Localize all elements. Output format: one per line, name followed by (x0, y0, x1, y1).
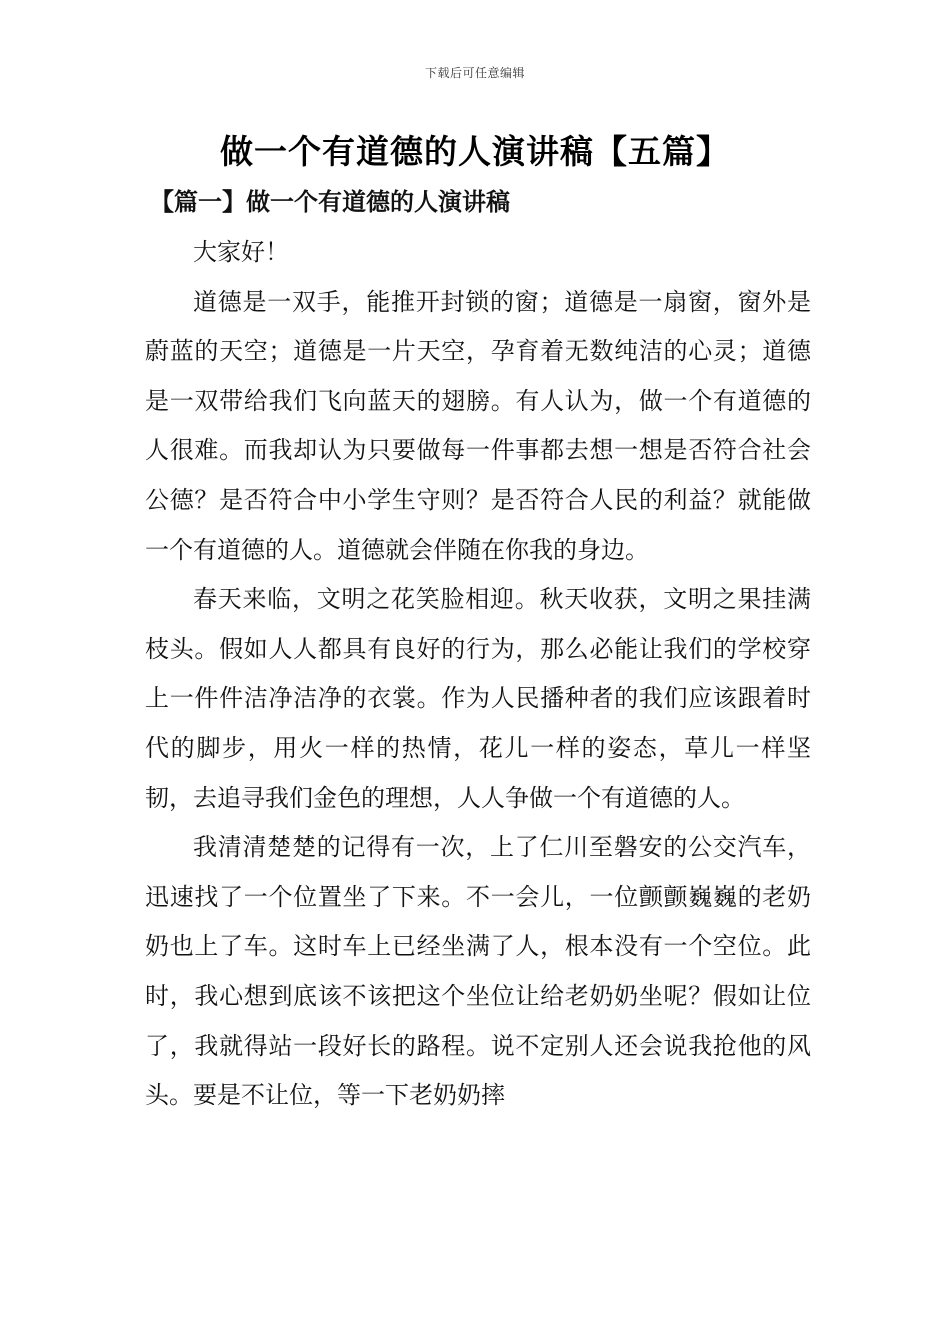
paragraph-2: 春天来临，文明之花笑脸相迎。秋天收获，文明之果挂满枝头。假如人人都具有良好的行为，那么必能让我们的学校穿上一件件洁净洁净的衣裳。作为人民播种者的我们应该跟着时代的脚步，用火一样的热情，花儿一样的姿态，草儿一样坚韧，去追寻我们金色的理想，人人争做一个有道德的人。 (145, 585, 811, 812)
body-text (145, 228, 811, 1121)
paragraph-1: 道德是一双手，能推开封锁的窗；道德是一扇窗，窗外是蔚蓝的天空；道德是一片天空，孕育着无数纯洁的心灵；道德是一双带给我们飞向蓝天的翅膀。有人认为，做一个有道德的人很难。而我却认为只要做每一件事都去想一想是否符合社会公德？是否符合中小学生守则？是否符合人民的利益？就能做一个有道德的人。道德就会伴随在你我的身边。 (145, 287, 811, 564)
paragraph-3: 我清清楚楚的记得有一次，上了仁川至磐安的公交汽车，迅速找了一个位置坐了下来。不一会儿，一位颤颤巍巍的老奶奶也上了车。这时车上已经坐满了人，根本没有一个空位。此时，我心想到底该不该把这个坐位让给老奶奶坐呢？假如让位了，我就得站一段好长的路程。说不定别人还会说我抢他的风头。要是不让位，等一下老奶奶摔 (145, 833, 811, 1110)
section-title: 【篇一】做一个有道德的人演讲稿 (150, 187, 510, 216)
document-title: 做一个有道德的人演讲稿【五篇】 (220, 132, 730, 171)
greeting-paragraph: 大家好！ (193, 238, 289, 266)
header-note: 下载后可任意编辑 (424, 66, 525, 80)
